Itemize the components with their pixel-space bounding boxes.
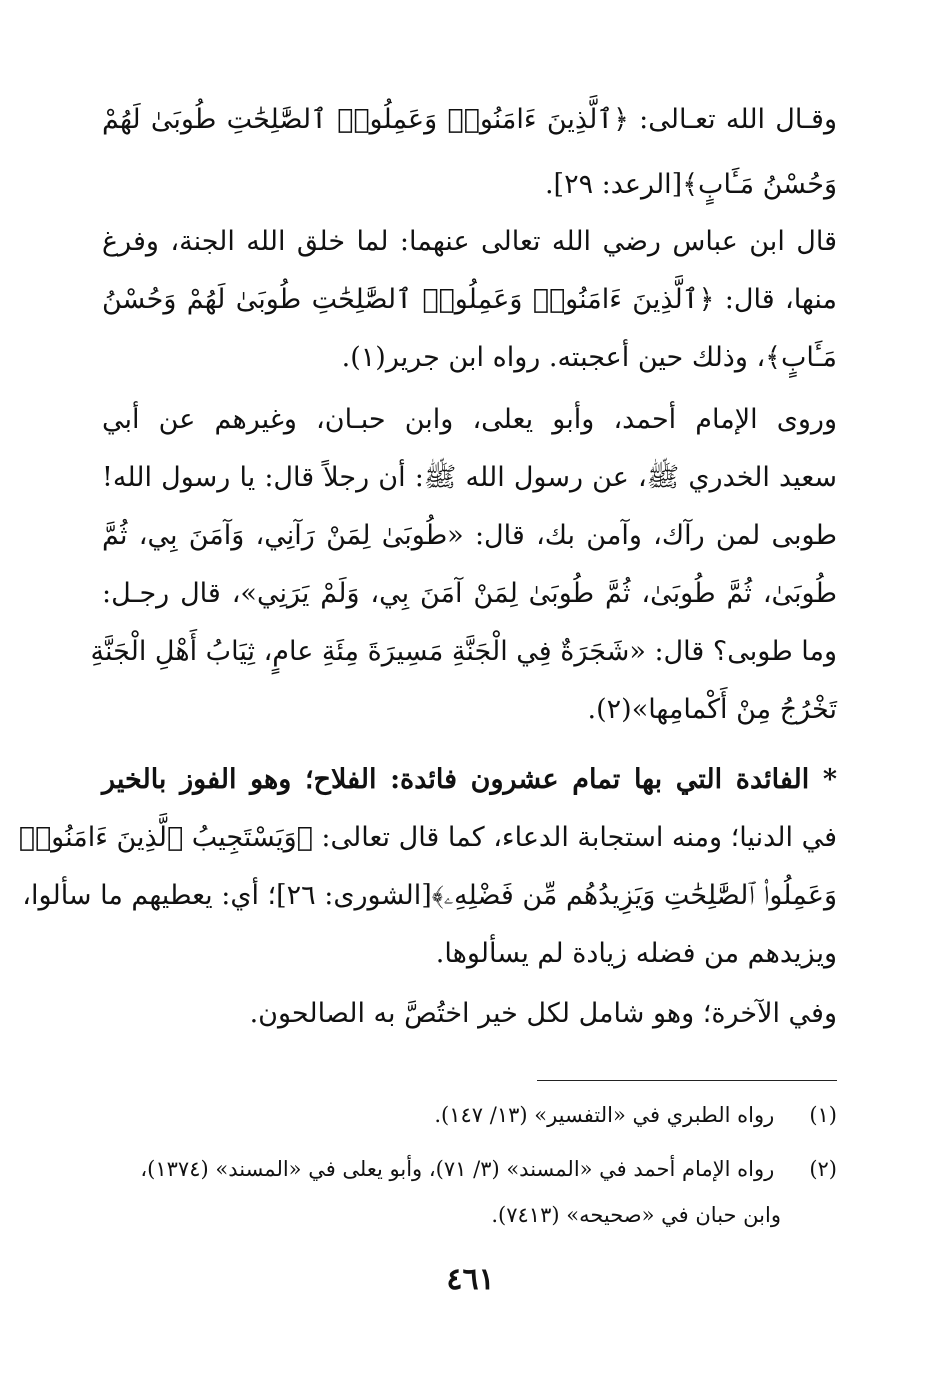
body-line: وما طوبى؟ قال: «شَجَرَةٌ فِي الْجَنَّةِ مَسِيرَةَ مِئَةِ عامٍ، ثِيَابُ أَهْلِ الْجَنَّةِ (90, 636, 837, 667)
footnote-divider (537, 1080, 837, 1081)
body-line: طُوبَىٰ، ثُمَّ طُوبَىٰ، ثُمَّ طُوبَىٰ لِمَنْ آمَنَ بِي، وَلَمْ يَرَنِي»، قال رجـل: (102, 578, 837, 609)
footnote-1 (102, 1098, 837, 1132)
body-line: وروى الإمام أحمد، وأبو يعلى، وابن حبـان، وغيرهم عن أبي (102, 404, 837, 435)
section-heading-line: * الفائدة التي بها تمام عشرون فائدة: الفلاح؛ وهو الفوز بالخير (102, 764, 837, 795)
body-line: وَحُسْنُ مَـَٔابٍ﴾[الرعد: ٢٩]. (544, 169, 837, 200)
footnote-number: (١) (809, 1103, 837, 1127)
body-line: قال ابن عباس رضي الله تعالى عنهما: لما خلق الله الجنة، وفرغ (102, 226, 837, 257)
body-line: في الدنيا؛ ومنه استجابة الدعاء، كما قال تعالى: ﴿وَيَسْتَجِيبُ ٱلَّذِينَ ءَامَنُوا۟ (18, 822, 837, 853)
footnote-text: رواه الإمام أحمد في «المسند» (٣/ ٧١)، وأبو يعلى في «المسند» (١٣٧٤)، (140, 1157, 775, 1181)
footnote-number: (٢) (809, 1157, 837, 1181)
footnote-text: رواه الطبري في «التفسير» (١٣/ ١٤٧). (434, 1103, 775, 1127)
body-line: سعيد الخدري ﷺ، عن رسول الله ﷺ: أن رجلاً قال: يا رسول الله! (102, 462, 837, 493)
body-line: وفي الآخرة؛ وهو شامل لكل خير اختُصَّ به الصالحون. (249, 998, 837, 1029)
body-line: وقـال الله تعـالى: ﴿ٱلَّذِينَ ءَامَنُوا۟ وَعَمِلُوا۟ ٱلصَّٰلِحَٰتِ طُوبَىٰ لَهُمْ (102, 104, 837, 135)
body-line: مَـَٔابٍ﴾، وذلك حين أعجبته. رواه ابن جرير(١). (341, 342, 837, 373)
footnote-2 (102, 1152, 837, 1186)
page-number: ٤٦١ (446, 1262, 495, 1297)
body-line: ويزيدهم من فضله زيادة لم يسألوها. (435, 938, 837, 969)
body-line: وَعَمِلُوا۟ ٱلصَّٰلِحَٰتِ وَيَزِيدُهُم مِّن فَضْلِهِۦ﴾[الشورى: ٢٦]؛ أي: يعطيهم ما سألوا، (22, 880, 837, 911)
body-line: تَخْرُجُ مِنْ أَكْمامِها»(٢). (587, 694, 837, 725)
body-line: منها، قال: ﴿ٱلَّذِينَ ءَامَنُوا۟ وَعَمِلُوا۟ ٱلصَّٰلِحَٰتِ طُوبَىٰ لَهُمْ وَحُسْنُ (102, 284, 837, 315)
footnote-2-continuation: وابن حبان في «صحيحه» (٧٤١٣). (491, 1203, 781, 1227)
body-line: طوبى لمن رآك، وآمن بك، قال: «طُوبَىٰ لِمَنْ رَآنِي، وَآمَنَ بِي، ثُمَّ (102, 520, 837, 551)
